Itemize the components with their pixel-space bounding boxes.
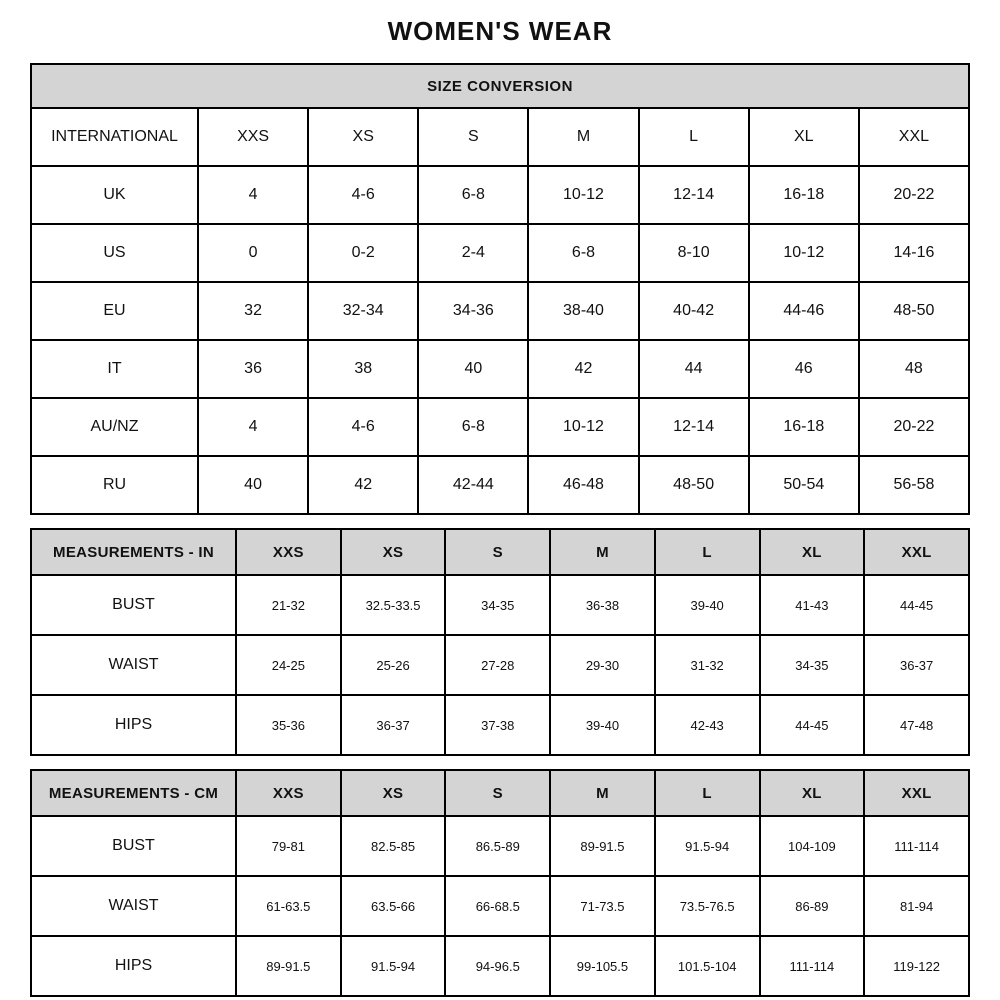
value-cell: 10-12 [528,166,638,224]
measurements-in-table [30,528,970,756]
value-cell: 12-14 [639,166,749,224]
value-cell: 21-32 [236,575,341,635]
value-cell: 86-89 [760,876,865,936]
value-cell: 20-22 [859,398,969,456]
value-cell: 44-45 [760,695,865,755]
size-header-cell: XXL [864,770,969,816]
value-cell: 31-32 [655,635,760,695]
table-row [31,635,969,695]
value-cell: 40 [198,456,308,514]
value-cell: 47-48 [864,695,969,755]
value-cell: 81-94 [864,876,969,936]
table-row [31,575,969,635]
value-cell: 111-114 [760,936,865,996]
value-cell: 36-37 [864,635,969,695]
value-cell: 48 [859,340,969,398]
value-cell: 14-16 [859,224,969,282]
size-header-cell: S [445,529,550,575]
size-header-cell: S [445,770,550,816]
value-cell: 10-12 [528,398,638,456]
value-cell: 39-40 [550,695,655,755]
value-cell: 34-35 [760,635,865,695]
value-cell: 94-96.5 [445,936,550,996]
size-header-cell: L [655,770,760,816]
value-cell: 29-30 [550,635,655,695]
value-cell: 10-12 [749,224,859,282]
row-label-cell: US [31,224,198,282]
table-row [31,282,969,340]
row-label-cell: BUST [31,816,236,876]
value-cell: 2-4 [418,224,528,282]
table-row [31,876,969,936]
value-cell: 4-6 [308,166,418,224]
size-header-cell: M [550,529,655,575]
value-cell: 0-2 [308,224,418,282]
value-cell: 12-14 [639,398,749,456]
table-row [31,166,969,224]
size-header-cell: XS [308,108,418,166]
value-cell: 48-50 [639,456,749,514]
value-cell: 38 [308,340,418,398]
value-cell: 50-54 [749,456,859,514]
value-cell: 6-8 [418,398,528,456]
value-cell: 34-36 [418,282,528,340]
measurements-in-header-row [31,529,969,575]
size-header-cell: XXL [864,529,969,575]
row-label-cell: EU [31,282,198,340]
size-header-cell: M [550,770,655,816]
value-cell: 36 [198,340,308,398]
value-cell: 41-43 [760,575,865,635]
value-cell: 44 [639,340,749,398]
value-cell: 40-42 [639,282,749,340]
value-cell: 104-109 [760,816,865,876]
row-label-cell: AU/NZ [31,398,198,456]
value-cell: 48-50 [859,282,969,340]
value-cell: 42 [308,456,418,514]
value-cell: 34-35 [445,575,550,635]
measurements-cm-table [30,769,970,997]
value-cell: 4 [198,398,308,456]
value-cell: 71-73.5 [550,876,655,936]
row-label-cell: IT [31,340,198,398]
value-cell: 32 [198,282,308,340]
value-cell: 42-43 [655,695,760,755]
value-cell: 63.5-66 [341,876,446,936]
row-header-cell: MEASUREMENTS - IN [31,529,236,575]
value-cell: 61-63.5 [236,876,341,936]
measurements-cm-body [31,816,969,996]
value-cell: 35-36 [236,695,341,755]
table-row [31,695,969,755]
size-header-cell: L [655,529,760,575]
size-header-cell: XXS [236,770,341,816]
value-cell: 66-68.5 [445,876,550,936]
size-header-cell: XL [760,770,865,816]
page-title: WOMEN'S WEAR [387,16,613,46]
value-cell: 46 [749,340,859,398]
value-cell: 40 [418,340,528,398]
row-label-cell: WAIST [31,876,236,936]
size-header-cell: XXS [198,108,308,166]
value-cell: 82.5-85 [341,816,446,876]
value-cell: 4 [198,166,308,224]
row-label-cell: HIPS [31,695,236,755]
row-label-cell: RU [31,456,198,514]
size-header-cell: XXS [236,529,341,575]
value-cell: 111-114 [864,816,969,876]
value-cell: 42 [528,340,638,398]
value-cell: 0 [198,224,308,282]
value-cell: 91.5-94 [341,936,446,996]
value-cell: 99-105.5 [550,936,655,996]
value-cell: 4-6 [308,398,418,456]
table-row [31,936,969,996]
size-header-cell: XS [341,770,446,816]
value-cell: 56-58 [859,456,969,514]
value-cell: 16-18 [749,398,859,456]
value-cell: 79-81 [236,816,341,876]
size-header-cell: S [418,108,528,166]
size-header-cell: XL [749,108,859,166]
value-cell: 39-40 [655,575,760,635]
table-title-row [31,64,969,108]
value-cell: 73.5-76.5 [655,876,760,936]
size-header-cell: XL [760,529,865,575]
value-cell: 101.5-104 [655,936,760,996]
value-cell: 36-37 [341,695,446,755]
value-cell: 32-34 [308,282,418,340]
value-cell: 86.5-89 [445,816,550,876]
size-conversion-title: SIZE CONVERSION [31,64,969,108]
table-row [31,456,969,514]
value-cell: 27-28 [445,635,550,695]
row-label-cell: HIPS [31,936,236,996]
row-label-cell: UK [31,166,198,224]
value-cell: 119-122 [864,936,969,996]
row-label-cell: BUST [31,575,236,635]
value-cell: 42-44 [418,456,528,514]
size-conversion-table [30,63,970,515]
value-cell: 6-8 [528,224,638,282]
value-cell: 89-91.5 [236,936,341,996]
table-row [31,816,969,876]
value-cell: 38-40 [528,282,638,340]
table-row [31,224,969,282]
value-cell: 89-91.5 [550,816,655,876]
value-cell: 44-45 [864,575,969,635]
value-cell: 8-10 [639,224,749,282]
size-conversion-body [31,166,969,514]
value-cell: 16-18 [749,166,859,224]
value-cell: 6-8 [418,166,528,224]
size-header-cell: XS [341,529,446,575]
row-header-cell: MEASUREMENTS - CM [31,770,236,816]
value-cell: 44-46 [749,282,859,340]
value-cell: 46-48 [528,456,638,514]
value-cell: 32.5-33.5 [341,575,446,635]
measurements-in-body [31,575,969,755]
value-cell: 36-38 [550,575,655,635]
table-row [31,398,969,456]
row-label-cell: WAIST [31,635,236,695]
table-row [31,340,969,398]
value-cell: 25-26 [341,635,446,695]
row-header-cell: INTERNATIONAL [31,108,198,166]
measurements-cm-header-row [31,770,969,816]
size-header-cell: M [528,108,638,166]
size-conversion-header-row [31,108,969,166]
value-cell: 37-38 [445,695,550,755]
size-header-cell: L [639,108,749,166]
value-cell: 91.5-94 [655,816,760,876]
size-header-cell: XXL [859,108,969,166]
value-cell: 24-25 [236,635,341,695]
value-cell: 20-22 [859,166,969,224]
